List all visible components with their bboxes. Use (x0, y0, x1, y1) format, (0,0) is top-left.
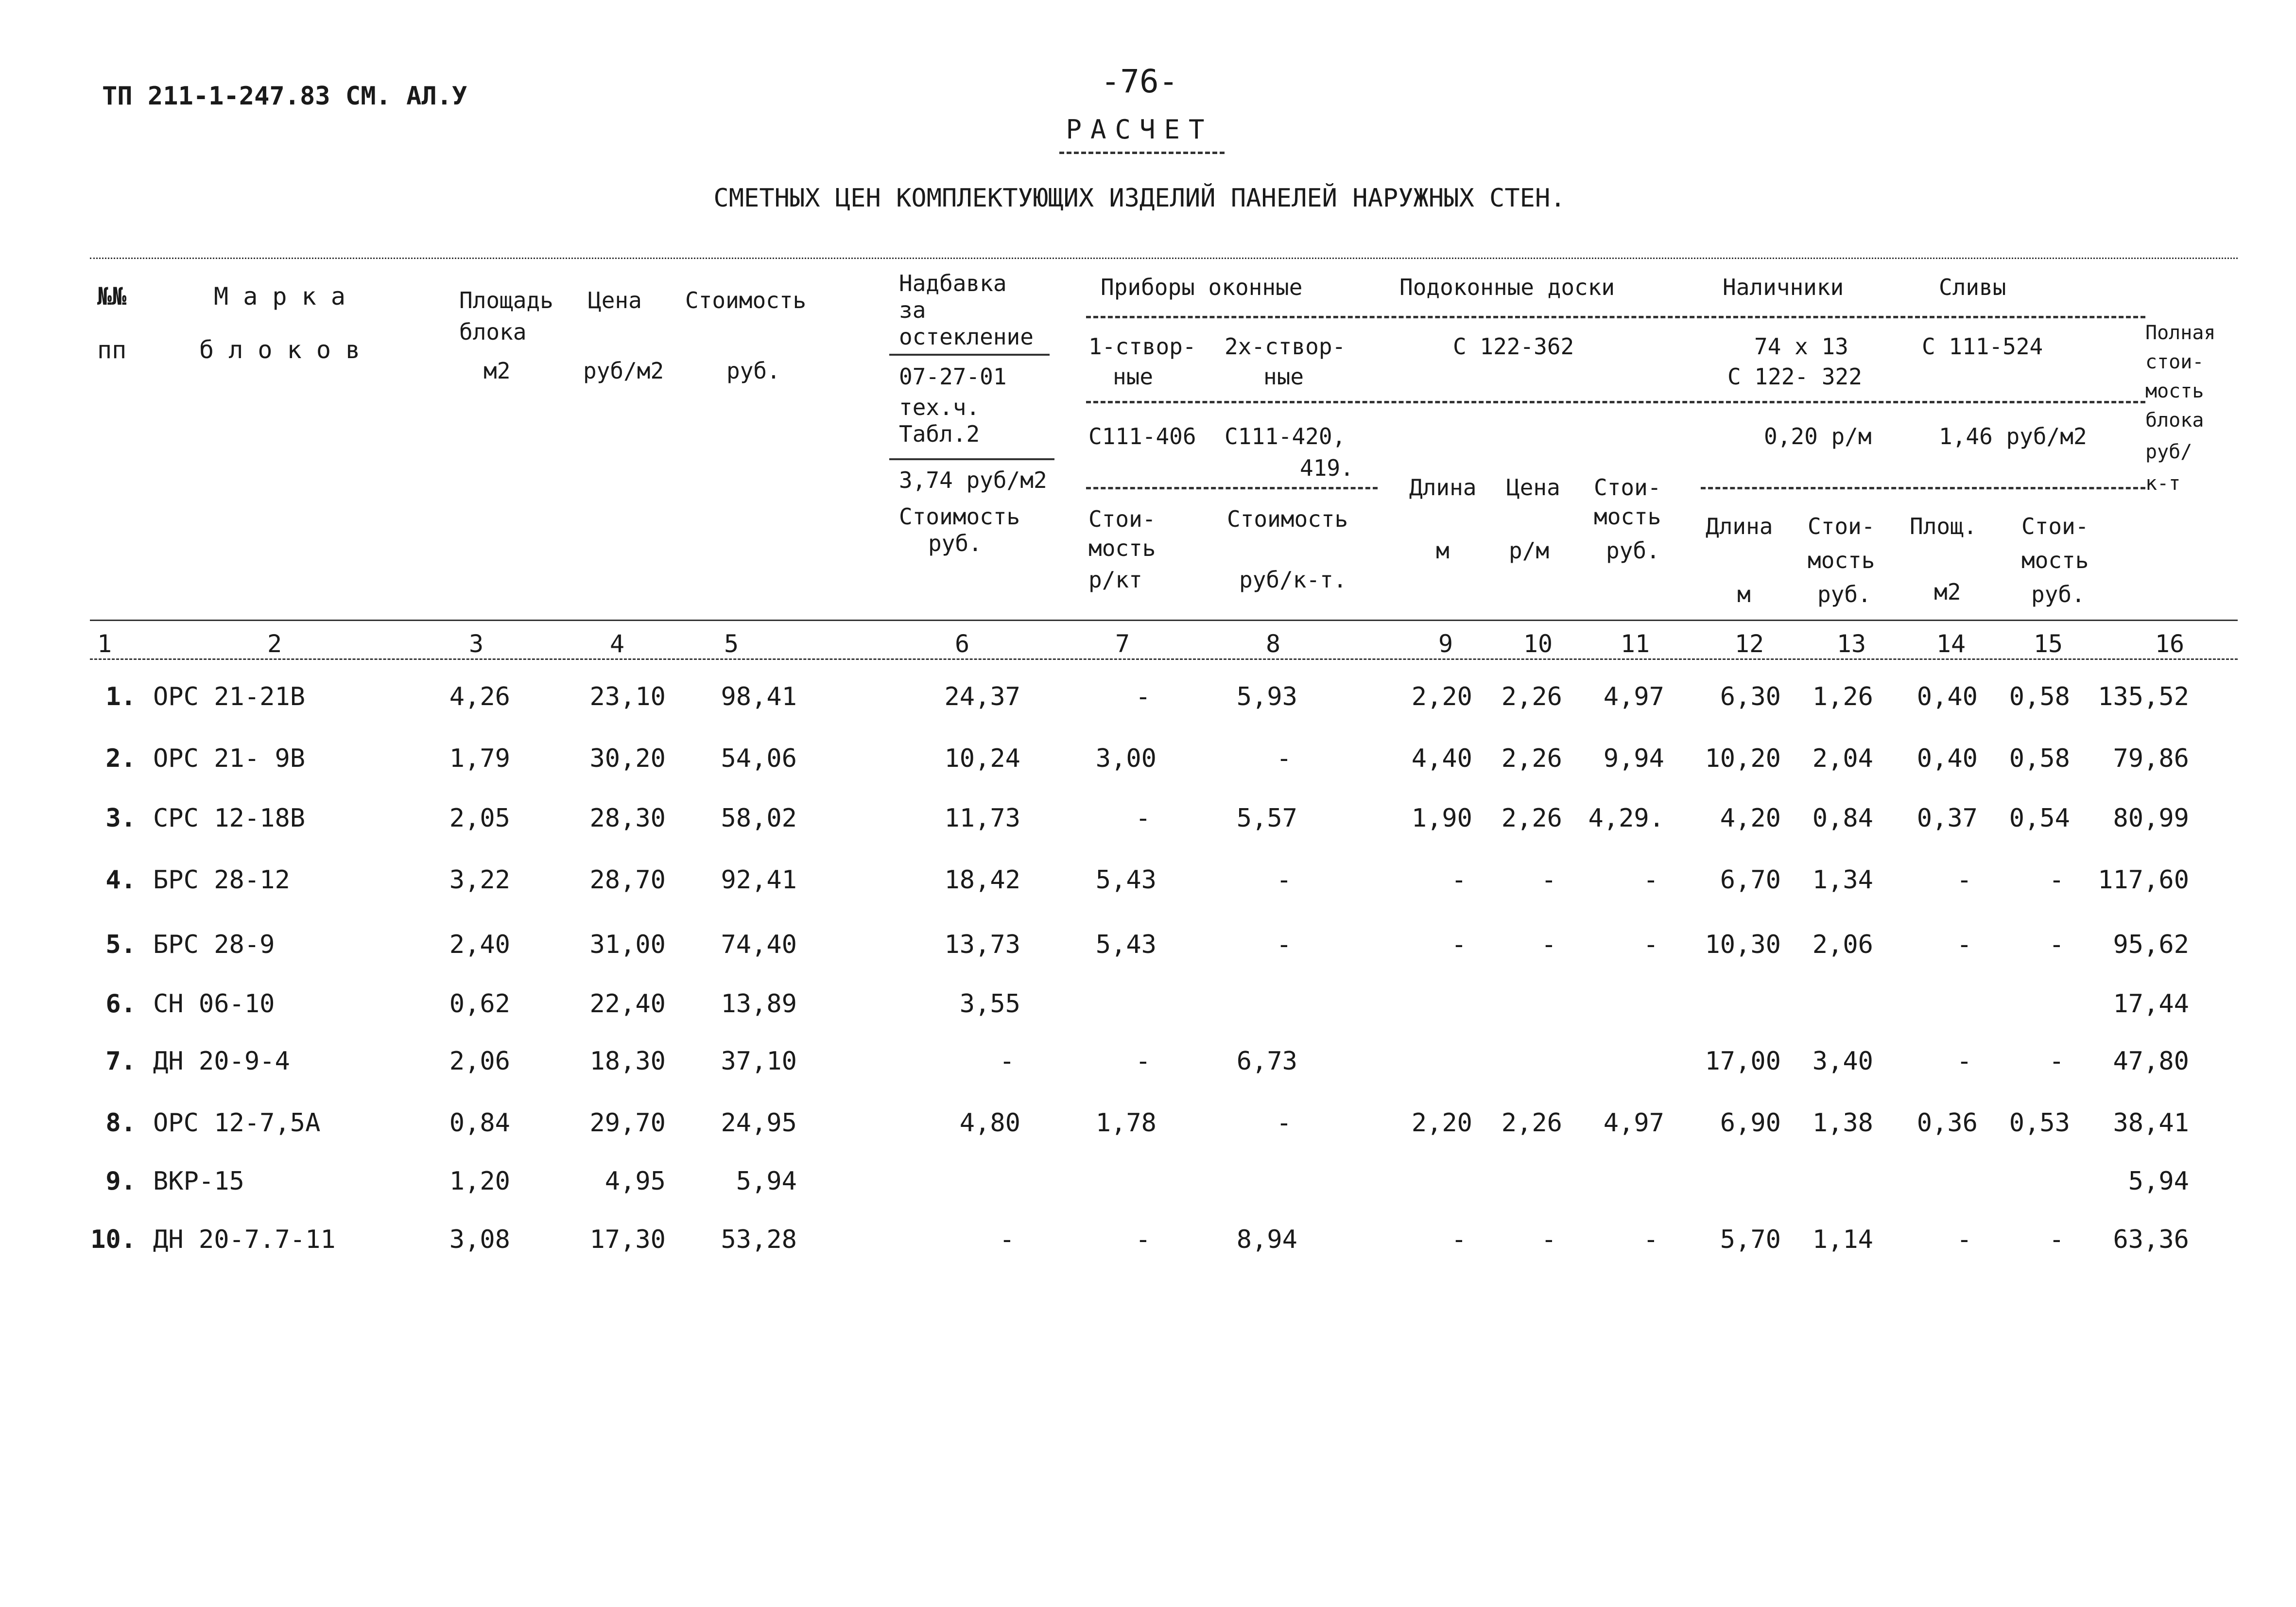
header-glazing-d: 07-27-01 (899, 363, 1007, 390)
row-mark: ОРС 12-7,5А (153, 1108, 321, 1138)
cell-c9: - (1451, 1225, 1467, 1254)
cell-c9: - (1451, 865, 1467, 895)
row-number: 1. (105, 682, 136, 711)
cell-c13: 2,04 (1812, 744, 1873, 773)
cell-c6: 18,42 (944, 865, 1020, 895)
cell-c5: 24,95 (721, 1108, 797, 1138)
header-dashed-line-1 (1086, 316, 2145, 318)
header-sill-len-a: Длина (1409, 474, 1477, 501)
cell-c12: 5,70 (1720, 1225, 1781, 1254)
header-win2-b: ные (1263, 363, 1304, 390)
cell-c9: 1,90 (1411, 804, 1472, 833)
cell-c3: 1,79 (449, 744, 510, 773)
cell-c7: 5,43 (1095, 930, 1157, 959)
cell-c7: 1,78 (1095, 1108, 1157, 1138)
cell-c3: 3,08 (449, 1225, 510, 1254)
row-mark: ОРС 21-21В (153, 682, 306, 711)
header-trim-len-a: Длина (1706, 513, 1773, 539)
header-windows-title: Приборы оконные (1101, 274, 1303, 300)
cell-c14: - (1956, 930, 1972, 959)
header-win2-a: 2х-створ- (1225, 333, 1346, 360)
cell-c6: - (999, 1225, 1015, 1254)
header-drip-area-a: Площ. (1910, 513, 1977, 539)
header-win2-f: руб/к-т. (1239, 567, 1347, 593)
header-total-f: к-т (2145, 472, 2181, 495)
header-price-b: руб/м2 (583, 358, 664, 384)
column-number-2: 2 (267, 630, 282, 658)
header-glazing-h: Стоимость (899, 503, 1020, 530)
header-sill-price-a: Цена (1506, 474, 1560, 501)
cell-c5: 74,40 (721, 930, 797, 959)
row-mark: БРС 28-12 (153, 865, 290, 895)
cell-c13: 0,84 (1812, 804, 1873, 833)
header-dashed-line-4 (1701, 487, 2145, 489)
header-bottom-line (90, 620, 2238, 621)
header-win1-b: ные (1113, 363, 1154, 390)
row-mark: СРС 12-18В (153, 804, 306, 833)
cell-c8: - (1276, 930, 1292, 959)
cell-c6: 13,73 (944, 930, 1020, 959)
cell-c10: 2,26 (1501, 682, 1562, 711)
cell-c12: 6,30 (1720, 682, 1781, 711)
row-number: 9. (105, 1167, 136, 1196)
document-code: ТП 211-1-247.83 СМ. АЛ.У (102, 82, 467, 111)
cell-c12: 17,00 (1705, 1047, 1781, 1076)
cell-c10: - (1541, 930, 1556, 959)
cell-c6: 11,73 (944, 804, 1020, 833)
table-top-line (90, 258, 2238, 259)
header-trim-b: С 122- 322 (1727, 363, 1862, 390)
cell-c3: 1,20 (449, 1167, 510, 1196)
column-number-5: 5 (724, 630, 739, 658)
cell-c12: 10,20 (1705, 744, 1781, 773)
column-number-11: 11 (1620, 630, 1650, 658)
cell-c14: - (1956, 1225, 1972, 1254)
header-sill-title: Подоконные доски (1399, 274, 1615, 300)
cell-c11: - (1643, 865, 1658, 895)
header-win2-d: 419. (1300, 455, 1354, 481)
cell-c4: 30,20 (589, 744, 666, 773)
row-number: 2. (105, 744, 136, 773)
row-mark: БРС 28-9 (153, 930, 275, 959)
cell-c4: 29,70 (589, 1108, 666, 1138)
column-number-16: 16 (2155, 630, 2185, 658)
header-glazing-g: 3,74 руб/м2 (899, 467, 1047, 493)
cell-c11: 4,97 (1603, 682, 1664, 711)
cell-c16: 17,44 (2113, 989, 2189, 1019)
cell-c12: 6,90 (1720, 1108, 1781, 1138)
header-total-d: блока (2145, 409, 2204, 432)
header-sill-price-b: р/м (1509, 537, 1550, 564)
cell-c8: - (1276, 744, 1292, 773)
header-drip-title: Сливы (1939, 274, 2006, 300)
cell-c4: 23,10 (589, 682, 666, 711)
page-subtitle: СМЕТНЫХ ЦЕН КОМПЛЕКТУЮЩИХ ИЗДЕЛИЙ ПАНЕЛЕЙ НАРУЖНЫХ СТЕН. (713, 184, 1566, 213)
cell-c13: 3,40 (1812, 1047, 1873, 1076)
cell-c6: 4,80 (959, 1108, 1020, 1138)
cell-c6: 3,55 (959, 989, 1020, 1019)
cell-c9: 2,20 (1411, 682, 1472, 711)
title-underline (1059, 152, 1225, 154)
cell-c9: - (1451, 930, 1467, 959)
glazing-divider-2 (889, 458, 1054, 460)
header-glazing-a: Надбавка (899, 270, 1007, 296)
cell-c7: - (1135, 682, 1151, 711)
cell-c5: 58,02 (721, 804, 797, 833)
cell-c3: 2,06 (449, 1047, 510, 1076)
cell-c5: 54,06 (721, 744, 797, 773)
header-glazing-c: остекление (899, 324, 1034, 350)
column-number-6: 6 (954, 630, 970, 658)
header-glazing-b: за (899, 297, 926, 323)
cell-c11: 4,97 (1603, 1108, 1664, 1138)
cell-c16: 47,80 (2113, 1047, 2189, 1076)
header-trim-price: 0,20 р/м (1764, 423, 1872, 449)
cell-c15: 0,58 (2009, 744, 2070, 773)
cell-c13: 1,34 (1812, 865, 1873, 895)
cell-c10: - (1541, 1225, 1556, 1254)
cell-c13: 1,26 (1812, 682, 1873, 711)
header-glazing-i: руб. (928, 530, 982, 556)
cell-c4: 18,30 (589, 1047, 666, 1076)
column-number-10: 10 (1523, 630, 1553, 658)
cell-c5: 53,28 (721, 1225, 797, 1254)
header-win1-d: Стои- (1088, 506, 1156, 532)
cell-c8: 5,57 (1236, 804, 1297, 833)
cell-c15: 0,58 (2009, 682, 2070, 711)
cell-c15: - (2049, 1225, 2064, 1254)
column-number-4: 4 (609, 630, 625, 658)
header-drip-cost-c: руб. (2031, 581, 2085, 607)
cell-c7: - (1135, 1047, 1151, 1076)
cell-c11: 4,29. (1588, 804, 1664, 833)
cell-c8: - (1276, 1108, 1292, 1138)
header-glazing-e: тех.ч. (899, 394, 980, 420)
header-drip-cost-b: мость (2021, 547, 2089, 573)
cell-c10: 2,26 (1501, 744, 1562, 773)
cell-c3: 2,40 (449, 930, 510, 959)
page-title: РАСЧЕТ (1066, 114, 1213, 145)
cell-c9: 4,40 (1411, 744, 1472, 773)
cell-c4: 31,00 (589, 930, 666, 959)
cell-c15: - (2049, 1047, 2064, 1076)
cell-c16: 79,86 (2113, 744, 2189, 773)
cell-c6: 10,24 (944, 744, 1020, 773)
cell-c10: 2,26 (1501, 1108, 1562, 1138)
page-number: -76- (1101, 63, 1178, 100)
cell-c11: - (1643, 930, 1658, 959)
cell-c8: 8,94 (1236, 1225, 1297, 1254)
cell-c15: - (2049, 865, 2064, 895)
header-dashed-line-2 (1086, 401, 2145, 403)
header-sill-cost-a: Стои- (1594, 474, 1661, 501)
column-numbers-underline (90, 658, 2238, 660)
cell-c7: - (1135, 804, 1151, 833)
cell-c3: 0,84 (449, 1108, 510, 1138)
header-area-a: Площадь (459, 287, 553, 313)
cell-c6: 24,37 (944, 682, 1020, 711)
cell-c14: 0,36 (1916, 1108, 1978, 1138)
cell-c4: 28,30 (589, 804, 666, 833)
cell-c15: 0,54 (2009, 804, 2070, 833)
row-mark: ДН 20-7.7-11 (153, 1225, 336, 1254)
cell-c5: 37,10 (721, 1047, 797, 1076)
cell-c16: 5,94 (2128, 1167, 2189, 1196)
cell-c5: 98,41 (721, 682, 797, 711)
column-number-9: 9 (1438, 630, 1453, 658)
cell-c12: 6,70 (1720, 865, 1781, 895)
header-drip-code: С 111-524 (1922, 333, 2043, 360)
header-total-e: руб/ (2145, 441, 2192, 463)
row-number: 6. (105, 989, 136, 1019)
cell-c14: - (1956, 865, 1972, 895)
cell-c7: 3,00 (1095, 744, 1157, 773)
column-number-3: 3 (468, 630, 484, 658)
header-win1-e: мость (1088, 535, 1156, 561)
header-price-a: Цена (588, 287, 642, 313)
cell-c12: 10,30 (1705, 930, 1781, 959)
cell-c3: 2,05 (449, 804, 510, 833)
row-number: 4. (105, 865, 136, 895)
cell-c15: 0,53 (2009, 1108, 2070, 1138)
cell-c4: 4,95 (604, 1167, 666, 1196)
cell-c3: 0,62 (449, 989, 510, 1019)
cell-c8: - (1276, 865, 1292, 895)
header-trim-title: Наличники (1723, 274, 1844, 300)
cell-c14: 0,37 (1916, 804, 1978, 833)
row-mark: ОРС 21- 9В (153, 744, 306, 773)
cell-c10: - (1541, 865, 1556, 895)
cell-c16: 63,36 (2113, 1225, 2189, 1254)
cell-c6: - (999, 1047, 1015, 1076)
header-total-c: мость (2145, 380, 2204, 402)
cell-c14: 0,40 (1916, 682, 1978, 711)
cell-c9: 2,20 (1411, 1108, 1472, 1138)
cell-c11: - (1643, 1225, 1658, 1254)
column-number-1: 1 (97, 630, 112, 658)
row-number: 3. (105, 804, 136, 833)
cell-c16: 38,41 (2113, 1108, 2189, 1138)
header-mark-b: б л о к о в (199, 336, 361, 364)
cell-c3: 3,22 (449, 865, 510, 895)
cell-c13: 2,06 (1812, 930, 1873, 959)
header-trim-cost-a: Стои- (1808, 513, 1875, 539)
cell-c7: - (1135, 1225, 1151, 1254)
cell-c15: - (2049, 930, 2064, 959)
header-dashed-line-3 (1086, 487, 1378, 489)
cell-c16: 117,60 (2098, 865, 2189, 895)
column-number-13: 13 (1836, 630, 1866, 658)
cell-c16: 80,99 (2113, 804, 2189, 833)
cell-c8: 6,73 (1236, 1047, 1297, 1076)
cell-c4: 22,40 (589, 989, 666, 1019)
glazing-divider-1 (889, 354, 1050, 356)
cell-c10: 2,26 (1501, 804, 1562, 833)
header-mark-a: М а р к а (214, 282, 345, 311)
column-number-8: 8 (1265, 630, 1281, 658)
column-number-15: 15 (2033, 630, 2063, 658)
header-win2-e: Стоимость (1227, 506, 1348, 532)
header-drip-cost-a: Стои- (2021, 513, 2089, 539)
header-win1-a: 1-створ- (1088, 333, 1196, 360)
header-total-b: стои- (2145, 351, 2204, 373)
header-trim-cost-c: руб. (1817, 581, 1871, 607)
header-win1-f: р/кт (1088, 567, 1142, 593)
cell-c13: 1,14 (1812, 1225, 1873, 1254)
cell-c13: 1,38 (1812, 1108, 1873, 1138)
cell-c16: 135,52 (2098, 682, 2189, 711)
header-area-b: блока (459, 319, 527, 345)
cell-c16: 95,62 (2113, 930, 2189, 959)
cell-c5: 92,41 (721, 865, 797, 895)
cell-c4: 28,70 (589, 865, 666, 895)
header-cost-a: Стоимость (685, 287, 807, 313)
header-trim-cost-b: мость (1808, 547, 1875, 573)
cell-c12: 4,20 (1720, 804, 1781, 833)
header-no-b: пп (97, 336, 127, 364)
header-trim-len-b: м (1737, 581, 1751, 607)
header-drip-price: 1,46 руб/м2 (1939, 423, 2087, 449)
header-area-c: м2 (483, 358, 511, 384)
row-mark: СН 06-10 (153, 989, 275, 1019)
header-drip-area-b: м2 (1934, 579, 1961, 605)
header-total-a: Полная (2145, 322, 2216, 344)
cell-c14: - (1956, 1047, 1972, 1076)
row-mark: ДН 20-9-4 (153, 1047, 290, 1076)
row-mark: ВКР-15 (153, 1167, 244, 1196)
column-number-7: 7 (1115, 630, 1130, 658)
row-number: 10. (90, 1225, 136, 1254)
cell-c5: 5,94 (736, 1167, 797, 1196)
cell-c5: 13,89 (721, 989, 797, 1019)
row-number: 7. (105, 1047, 136, 1076)
header-sill-code: С 122-362 (1453, 333, 1574, 360)
header-sill-len-b: м (1436, 537, 1450, 564)
cell-c11: 9,94 (1603, 744, 1664, 773)
cell-c8: 5,93 (1236, 682, 1297, 711)
header-cost-b: руб. (726, 358, 780, 384)
cell-c4: 17,30 (589, 1225, 666, 1254)
header-win2-c: С111-420, (1225, 423, 1346, 449)
header-no-a: №№ (97, 282, 127, 311)
header-sill-cost-c: руб. (1606, 537, 1660, 564)
header-trim-a: 74 х 13 (1754, 333, 1848, 360)
cell-c3: 4,26 (449, 682, 510, 711)
row-number: 8. (105, 1108, 136, 1138)
cell-c7: 5,43 (1095, 865, 1157, 895)
row-number: 5. (105, 930, 136, 959)
column-number-14: 14 (1936, 630, 1966, 658)
cell-c14: 0,40 (1916, 744, 1978, 773)
column-number-12: 12 (1734, 630, 1764, 658)
header-glazing-f: Табл.2 (899, 421, 980, 447)
header-win1-c: С111-406 (1088, 423, 1196, 449)
header-sill-cost-b: мость (1594, 503, 1661, 530)
